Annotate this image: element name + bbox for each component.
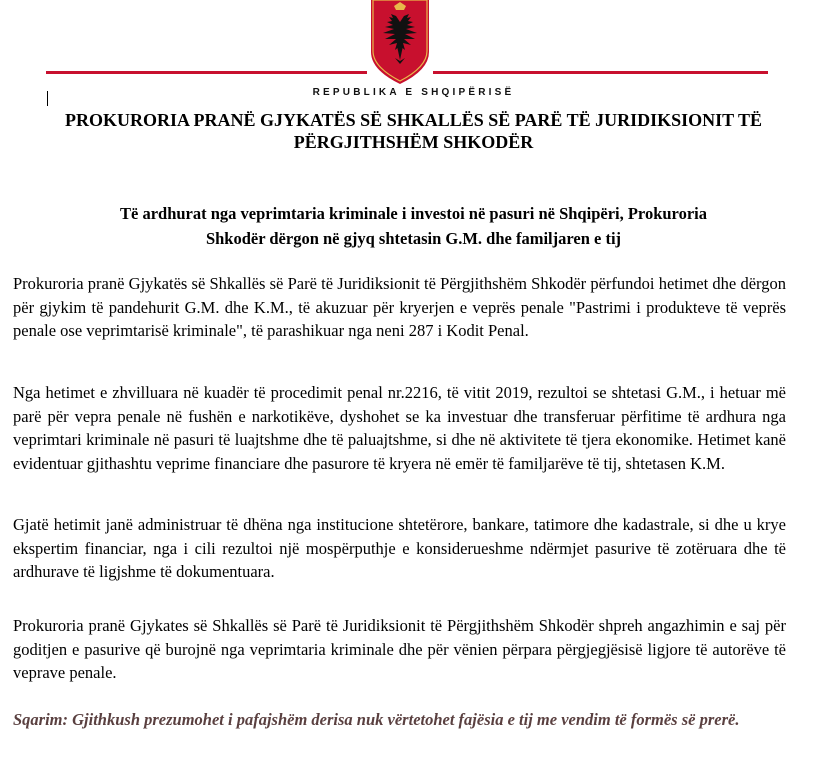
headline-line-2: Shkodër dërgon në gjyq shtetasin G.M. dhe familjaren e tij [205,229,622,248]
paragraph-1: Prokuroria pranë Gjykatës së Shkallës së Parë të Juridiksionit të Përgjithshëm Shkodër përfundoi hetimet dhe dërgon për gjykim të pandehurit G.M. dhe K.M., të akuzuar për kryerjen e veprës penale "Pastrimi i produkteve të veprës penale ose veprimtarisë kriminale", të parashikuar nga neni 287 i Kodit Penal. [13,274,786,340]
header-rule-left [46,71,367,74]
albanian-eagle-coat-of-arms-icon [369,0,431,84]
header-rule-right [433,71,768,74]
paragraph-3: Gjatë hetimit janë administruar të dhëna nga institucione shtetërore, bankare, tatimore dhe kadastrale, si dhe u krye ekspertim financiar, nga i cili rezultoi një mospërputhje e konsiderueshme ndërmjet pasurive të zotëruara dhe të ardhurave të ligjshme të dokumentuara. [13,515,786,581]
press-release-headline [40,201,787,251]
republic-heading: REPUBLIKA E SHQIPËRISË [312,87,515,98]
paragraph-4: Prokuroria pranë Gjykates së Shkallës së Parë të Juridiksionit të Përgjithshëm Shkodër shpreh angazhimin e saj për goditjen e pasurive që burojnë nga veprimtaria kriminale dhe për vënien përpara përgjegjësisë ligjore të autorëve të veprave penale. [13,616,786,682]
office-title: PROKURORIA PRANË GJYKATËS SË SHKALLËS SË PARË TË JURIDIKSIONIT TË PËRGJITHSHËM SHKODËR [64,110,762,152]
paragraph-2: Nga hetimet e zhvilluara në kuadër të procedimit penal nr.2216, të vitit 2019, rezultoi se shtetasi G.M., i hetuar më parë për vepra penale në fushën e narkotikëve, dyshohet se ka investuar dhe transferuar përfitime të ardhura nga veprimtari kriminale në pasuri të luajtshme dhe të paluajtshme, si dhe në aktivitete të tjera ekonomike. Hetimet kanë evidentuar gjithashtu veprime financiare dhe pasurore të kryera në emër të familjarëve të tij, shtetasen K.M. [13,383,786,473]
clarification-note: Sqarim: Gjithkush prezumohet i pafajshëm derisa nuk vërtetohet fajësia e tij me vendim të formës së prerë. [13,710,740,729]
headline-line-1: Të ardhurat nga veprimtaria kriminale i investoi në pasuri në Shqipëri, Prokuroria [120,204,707,223]
